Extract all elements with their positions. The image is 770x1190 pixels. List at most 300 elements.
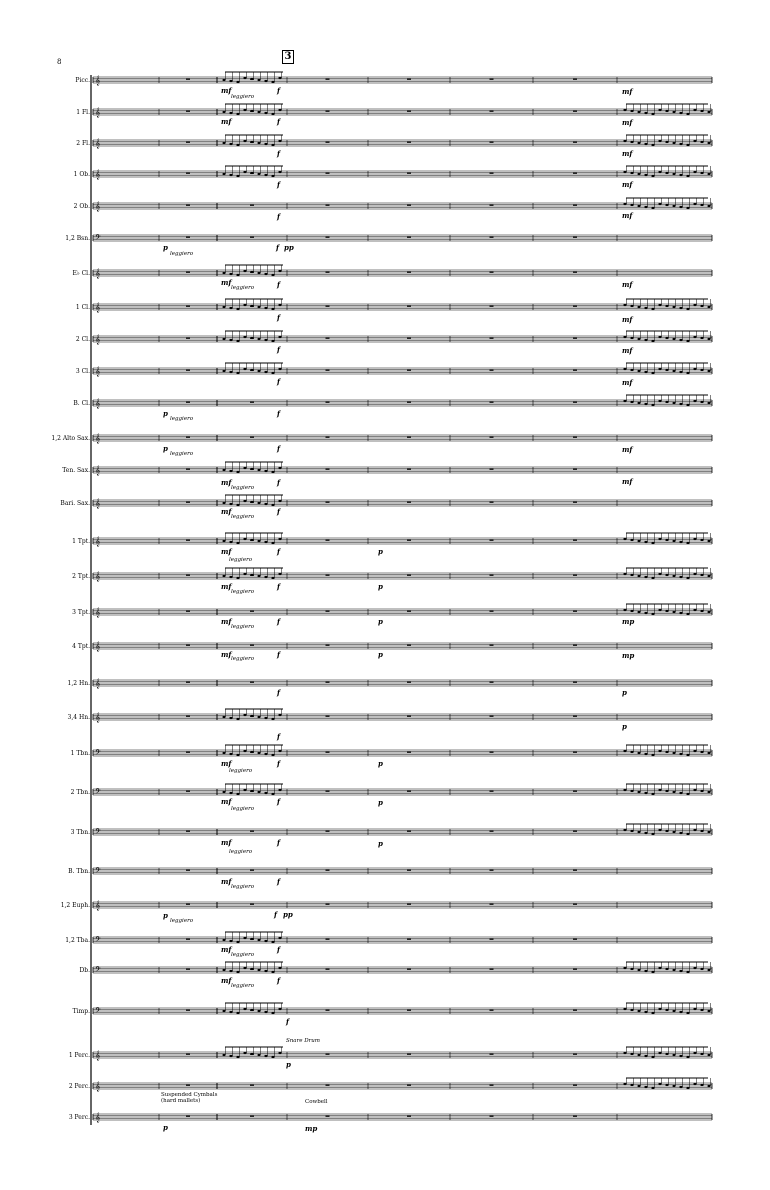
note-head bbox=[222, 79, 225, 81]
note-head bbox=[665, 369, 668, 371]
note-head bbox=[644, 753, 647, 755]
whole-rest bbox=[573, 205, 577, 206]
note-head bbox=[651, 833, 654, 835]
note-head bbox=[229, 371, 232, 373]
whole-rest bbox=[573, 575, 577, 576]
whole-rest bbox=[490, 272, 494, 273]
note-head bbox=[229, 503, 232, 505]
note-head bbox=[658, 538, 661, 540]
instrument-label: 3 Tpt. bbox=[72, 609, 90, 616]
note-head bbox=[644, 143, 647, 145]
whole-rest bbox=[326, 645, 330, 646]
note-head bbox=[707, 831, 710, 833]
instrument-label: B. Cl. bbox=[73, 400, 90, 407]
note-head bbox=[686, 175, 689, 177]
whole-rest bbox=[490, 1116, 494, 1117]
note-head bbox=[644, 792, 647, 794]
note-head bbox=[250, 715, 253, 717]
clef-icon: 𝄞 bbox=[95, 367, 101, 377]
leggiero-text: leggiero bbox=[229, 557, 253, 563]
note-head bbox=[236, 372, 239, 374]
dynamic-f: f bbox=[277, 759, 281, 768]
note-head bbox=[278, 937, 281, 939]
dynamic-mf: mf bbox=[221, 945, 232, 954]
note-head bbox=[679, 206, 682, 208]
note-head bbox=[250, 968, 253, 970]
note-head bbox=[630, 574, 633, 576]
dynamic-p: p bbox=[378, 650, 383, 659]
note-head bbox=[264, 503, 267, 505]
note-head bbox=[222, 791, 225, 793]
note-head bbox=[250, 1053, 253, 1055]
whole-rest bbox=[186, 939, 190, 940]
whole-rest bbox=[186, 205, 190, 206]
note-head bbox=[693, 750, 696, 752]
note-head bbox=[250, 110, 253, 112]
note-head bbox=[651, 1012, 654, 1014]
note-head bbox=[665, 968, 668, 970]
note-head bbox=[243, 937, 246, 939]
whole-rest bbox=[573, 969, 577, 970]
whole-rest bbox=[326, 502, 330, 503]
clef-icon: 𝄞 bbox=[95, 901, 101, 911]
note-head bbox=[658, 1083, 661, 1085]
note-head bbox=[257, 969, 260, 971]
dynamic-mf: mf bbox=[221, 86, 232, 95]
whole-rest bbox=[186, 791, 190, 792]
note-head bbox=[222, 1054, 225, 1056]
whole-rest bbox=[186, 306, 190, 307]
note-head bbox=[236, 81, 239, 83]
instrument-label: B. Tbn. bbox=[68, 868, 90, 875]
note-head bbox=[637, 540, 640, 542]
note-head bbox=[222, 1010, 225, 1012]
note-head bbox=[658, 967, 661, 969]
note-head bbox=[236, 308, 239, 310]
note-head bbox=[665, 141, 668, 143]
dynamic-mp: mp bbox=[622, 651, 635, 660]
note-head bbox=[693, 829, 696, 831]
note-head bbox=[658, 171, 661, 173]
note-head bbox=[707, 173, 710, 175]
note-head bbox=[630, 337, 633, 339]
whole-rest bbox=[573, 1054, 577, 1055]
dynamic-mf: mf bbox=[622, 180, 633, 189]
whole-rest bbox=[186, 870, 190, 871]
note-head bbox=[637, 338, 640, 340]
note-head bbox=[637, 370, 640, 372]
note-head bbox=[700, 369, 703, 371]
note-head bbox=[665, 401, 668, 403]
note-head bbox=[707, 205, 710, 207]
note-head bbox=[278, 967, 281, 969]
whole-rest bbox=[186, 237, 190, 238]
dynamic-mf: mf bbox=[221, 759, 232, 768]
note-head bbox=[264, 307, 267, 309]
note-head bbox=[693, 967, 696, 969]
whole-rest bbox=[573, 645, 577, 646]
whole-rest bbox=[186, 682, 190, 683]
whole-rest bbox=[250, 1116, 254, 1117]
note-head bbox=[651, 971, 654, 973]
whole-rest bbox=[407, 272, 411, 273]
leggiero-text: leggiero bbox=[231, 656, 255, 662]
whole-rest bbox=[186, 540, 190, 541]
leggiero-text: leggiero bbox=[231, 589, 255, 595]
note-head bbox=[679, 1086, 682, 1088]
note-head bbox=[250, 468, 253, 470]
note-head bbox=[630, 751, 633, 753]
note-head bbox=[264, 753, 267, 755]
note-head bbox=[236, 175, 239, 177]
note-head bbox=[257, 575, 260, 577]
dynamic-f: f bbox=[277, 945, 281, 954]
whole-rest bbox=[326, 939, 330, 940]
note-head bbox=[222, 272, 225, 274]
clef-icon: 𝄞 bbox=[95, 76, 101, 86]
note-head bbox=[236, 754, 239, 756]
note-head bbox=[686, 1012, 689, 1014]
note-head bbox=[700, 790, 703, 792]
note-head bbox=[222, 338, 225, 340]
note-head bbox=[700, 172, 703, 174]
whole-rest bbox=[407, 716, 411, 717]
note-head bbox=[236, 577, 239, 579]
note-head bbox=[679, 403, 682, 405]
note-head bbox=[243, 304, 246, 306]
note-head bbox=[229, 112, 232, 114]
whole-rest bbox=[326, 370, 330, 371]
note-head bbox=[278, 77, 281, 79]
note-head bbox=[707, 1085, 710, 1087]
note-head bbox=[686, 340, 689, 342]
whole-rest bbox=[490, 205, 494, 206]
note-head bbox=[278, 304, 281, 306]
note-head bbox=[658, 109, 661, 111]
note-head bbox=[623, 304, 626, 306]
whole-rest bbox=[407, 338, 411, 339]
note-head bbox=[257, 1054, 260, 1056]
note-head bbox=[229, 970, 232, 972]
note-head bbox=[672, 1054, 675, 1056]
dynamic-pp: pp bbox=[283, 910, 293, 919]
note-head bbox=[644, 112, 647, 114]
whole-rest bbox=[250, 870, 254, 871]
note-head bbox=[665, 539, 668, 541]
clef-icon: 𝄢 bbox=[95, 867, 101, 877]
whole-rest bbox=[186, 111, 190, 112]
note-head bbox=[658, 750, 661, 752]
dynamic-f: f bbox=[277, 617, 281, 626]
note-head bbox=[679, 371, 682, 373]
whole-rest bbox=[186, 338, 190, 339]
note-head bbox=[271, 504, 274, 506]
instrument-label: 1,2 Hn. bbox=[67, 680, 90, 687]
note-head bbox=[672, 831, 675, 833]
note-head bbox=[707, 370, 710, 372]
dynamic-p: p bbox=[378, 798, 383, 807]
note-head bbox=[236, 1012, 239, 1014]
note-head bbox=[665, 204, 668, 206]
note-head bbox=[222, 939, 225, 941]
note-head bbox=[278, 336, 281, 338]
note-head bbox=[651, 207, 654, 209]
note-head bbox=[672, 370, 675, 372]
clef-icon: 𝄢 bbox=[95, 1007, 101, 1017]
dynamic-f: f bbox=[277, 86, 281, 95]
note-head bbox=[658, 140, 661, 142]
whole-rest bbox=[407, 237, 411, 238]
whole-rest bbox=[490, 939, 494, 940]
whole-rest bbox=[326, 682, 330, 683]
note-head bbox=[229, 80, 232, 82]
note-head bbox=[271, 793, 274, 795]
dynamic-mf: mf bbox=[622, 378, 633, 387]
clef-icon: 𝄞 bbox=[95, 399, 101, 409]
page-number: 8 bbox=[57, 58, 62, 66]
dynamic-p: p bbox=[622, 722, 627, 731]
whole-rest bbox=[490, 611, 494, 612]
clef-icon: 𝄢 bbox=[95, 966, 101, 976]
dynamic-mf: mf bbox=[221, 838, 232, 847]
note-head bbox=[229, 940, 232, 942]
dynamic-mf: mf bbox=[622, 315, 633, 324]
dynamic-mf: mf bbox=[622, 87, 633, 96]
whole-rest bbox=[186, 1085, 190, 1086]
note-head bbox=[278, 270, 281, 272]
whole-rest bbox=[573, 402, 577, 403]
whole-rest bbox=[250, 682, 254, 683]
note-head bbox=[250, 172, 253, 174]
note-head bbox=[236, 971, 239, 973]
note-head bbox=[257, 338, 260, 340]
note-head bbox=[250, 574, 253, 576]
whole-rest bbox=[490, 173, 494, 174]
note-head bbox=[271, 471, 274, 473]
note-head bbox=[222, 502, 225, 504]
whole-rest bbox=[326, 306, 330, 307]
whole-rest bbox=[326, 831, 330, 832]
note-head bbox=[679, 576, 682, 578]
note-head bbox=[243, 171, 246, 173]
whole-rest bbox=[186, 402, 190, 403]
dynamic-p: p bbox=[378, 547, 383, 556]
note-head bbox=[257, 502, 260, 504]
dynamic-f: f bbox=[277, 117, 281, 126]
dynamic-p: p bbox=[163, 409, 168, 418]
whole-rest bbox=[573, 904, 577, 905]
whole-rest bbox=[490, 142, 494, 143]
note-head bbox=[271, 1012, 274, 1014]
instrument-label: 2 Tpt. bbox=[72, 573, 90, 580]
note-head bbox=[672, 1085, 675, 1087]
note-head bbox=[236, 718, 239, 720]
whole-rest bbox=[407, 205, 411, 206]
note-head bbox=[243, 538, 246, 540]
dynamic-f: f bbox=[277, 313, 281, 322]
whole-rest bbox=[490, 540, 494, 541]
dynamic-f: f bbox=[277, 212, 281, 221]
whole-rest bbox=[407, 791, 411, 792]
note-head bbox=[278, 750, 281, 752]
note-head bbox=[271, 941, 274, 943]
whole-rest bbox=[186, 752, 190, 753]
note-head bbox=[707, 791, 710, 793]
note-head bbox=[236, 1056, 239, 1058]
note-head bbox=[257, 79, 260, 81]
note-head bbox=[278, 500, 281, 502]
note-head bbox=[693, 368, 696, 370]
whole-rest bbox=[490, 402, 494, 403]
note-head bbox=[271, 577, 274, 579]
note-head bbox=[630, 610, 633, 612]
note-head bbox=[672, 1010, 675, 1012]
whole-rest bbox=[407, 306, 411, 307]
whole-rest bbox=[573, 1116, 577, 1117]
dynamic-f: f bbox=[277, 507, 281, 516]
instrument-label: 4 Tpt. bbox=[72, 643, 90, 650]
note-head bbox=[665, 790, 668, 792]
note-head bbox=[686, 833, 689, 835]
note-head bbox=[707, 1054, 710, 1056]
note-head bbox=[257, 173, 260, 175]
note-head bbox=[264, 541, 267, 543]
dynamic-f: f bbox=[277, 149, 281, 158]
dynamic-f: f bbox=[277, 582, 281, 591]
note-head bbox=[236, 471, 239, 473]
note-head bbox=[700, 751, 703, 753]
note-head bbox=[264, 717, 267, 719]
whole-rest bbox=[573, 939, 577, 940]
whole-rest bbox=[407, 502, 411, 503]
note-head bbox=[229, 174, 232, 176]
note-head bbox=[651, 754, 654, 756]
whole-rest bbox=[407, 540, 411, 541]
dynamic-p: p bbox=[378, 617, 383, 626]
whole-rest bbox=[326, 575, 330, 576]
note-head bbox=[693, 336, 696, 338]
dynamic-f: f bbox=[277, 409, 281, 418]
whole-rest bbox=[326, 611, 330, 612]
whole-rest bbox=[326, 237, 330, 238]
note-head bbox=[637, 205, 640, 207]
note-head bbox=[679, 143, 682, 145]
note-head bbox=[257, 1010, 260, 1012]
note-head bbox=[243, 967, 246, 969]
note-head bbox=[623, 1083, 626, 1085]
whole-rest bbox=[573, 682, 577, 683]
note-head bbox=[250, 78, 253, 80]
note-head bbox=[236, 113, 239, 115]
note-head bbox=[672, 205, 675, 207]
suspended-cymbals-text: Suspended Cymbals bbox=[161, 1092, 218, 1098]
whole-rest bbox=[407, 437, 411, 438]
instrument-label: 2 Cl. bbox=[75, 336, 90, 343]
note-head bbox=[229, 143, 232, 145]
instrument-label: 2 Fl. bbox=[76, 140, 90, 147]
clef-icon: 𝄞 bbox=[95, 170, 101, 180]
note-head bbox=[658, 336, 661, 338]
note-head bbox=[257, 272, 260, 274]
whole-rest bbox=[326, 540, 330, 541]
note-head bbox=[623, 789, 626, 791]
whole-rest bbox=[326, 716, 330, 717]
whole-rest bbox=[490, 791, 494, 792]
dynamic-p: p bbox=[163, 1123, 168, 1132]
note-head bbox=[707, 540, 710, 542]
note-head bbox=[665, 305, 668, 307]
dynamic-f: f bbox=[277, 547, 281, 556]
note-head bbox=[278, 789, 281, 791]
whole-rest bbox=[490, 111, 494, 112]
note-head bbox=[693, 140, 696, 142]
note-head bbox=[672, 338, 675, 340]
note-head bbox=[222, 111, 225, 113]
note-head bbox=[222, 370, 225, 372]
note-head bbox=[644, 541, 647, 543]
note-head bbox=[644, 576, 647, 578]
whole-rest bbox=[573, 338, 577, 339]
whole-rest bbox=[250, 831, 254, 832]
note-head bbox=[271, 274, 274, 276]
note-head bbox=[250, 790, 253, 792]
note-head bbox=[651, 1087, 654, 1089]
note-head bbox=[250, 369, 253, 371]
dynamic-f: f bbox=[277, 345, 281, 354]
clef-icon: 𝄞 bbox=[95, 537, 101, 547]
dynamic-mp: mp bbox=[622, 617, 635, 626]
clef-icon: 𝄢 bbox=[95, 749, 101, 759]
whole-rest bbox=[407, 142, 411, 143]
note-head bbox=[278, 140, 281, 142]
note-head bbox=[700, 1009, 703, 1011]
whole-rest bbox=[407, 1010, 411, 1011]
dynamic-f: f bbox=[277, 444, 281, 453]
note-head bbox=[679, 339, 682, 341]
note-head bbox=[665, 172, 668, 174]
whole-rest bbox=[186, 370, 190, 371]
note-head bbox=[222, 969, 225, 971]
instrument-label: 1,2 Tba. bbox=[65, 937, 90, 944]
dynamic-mf: mf bbox=[221, 617, 232, 626]
dynamic-mf: mf bbox=[221, 976, 232, 985]
clef-icon: 𝄞 bbox=[95, 269, 101, 279]
whole-rest bbox=[326, 904, 330, 905]
instrument-label: 2 Perc. bbox=[68, 1083, 90, 1090]
note-head bbox=[672, 752, 675, 754]
note-head bbox=[257, 716, 260, 718]
note-head bbox=[229, 339, 232, 341]
whole-rest bbox=[407, 1054, 411, 1055]
whole-rest bbox=[573, 111, 577, 112]
instrument-label: Timp. bbox=[72, 1008, 90, 1015]
note-head bbox=[623, 609, 626, 611]
dynamic-mf: mf bbox=[221, 582, 232, 591]
note-head bbox=[623, 336, 626, 338]
dynamic-mf: mf bbox=[622, 445, 633, 454]
whole-rest bbox=[186, 1054, 190, 1055]
clef-icon: 𝄞 bbox=[95, 434, 101, 444]
note-head bbox=[665, 610, 668, 612]
note-head bbox=[264, 1055, 267, 1057]
note-head bbox=[264, 940, 267, 942]
note-head bbox=[700, 305, 703, 307]
note-head bbox=[700, 110, 703, 112]
note-head bbox=[278, 368, 281, 370]
note-head bbox=[278, 467, 281, 469]
note-head bbox=[679, 541, 682, 543]
note-head bbox=[693, 171, 696, 173]
